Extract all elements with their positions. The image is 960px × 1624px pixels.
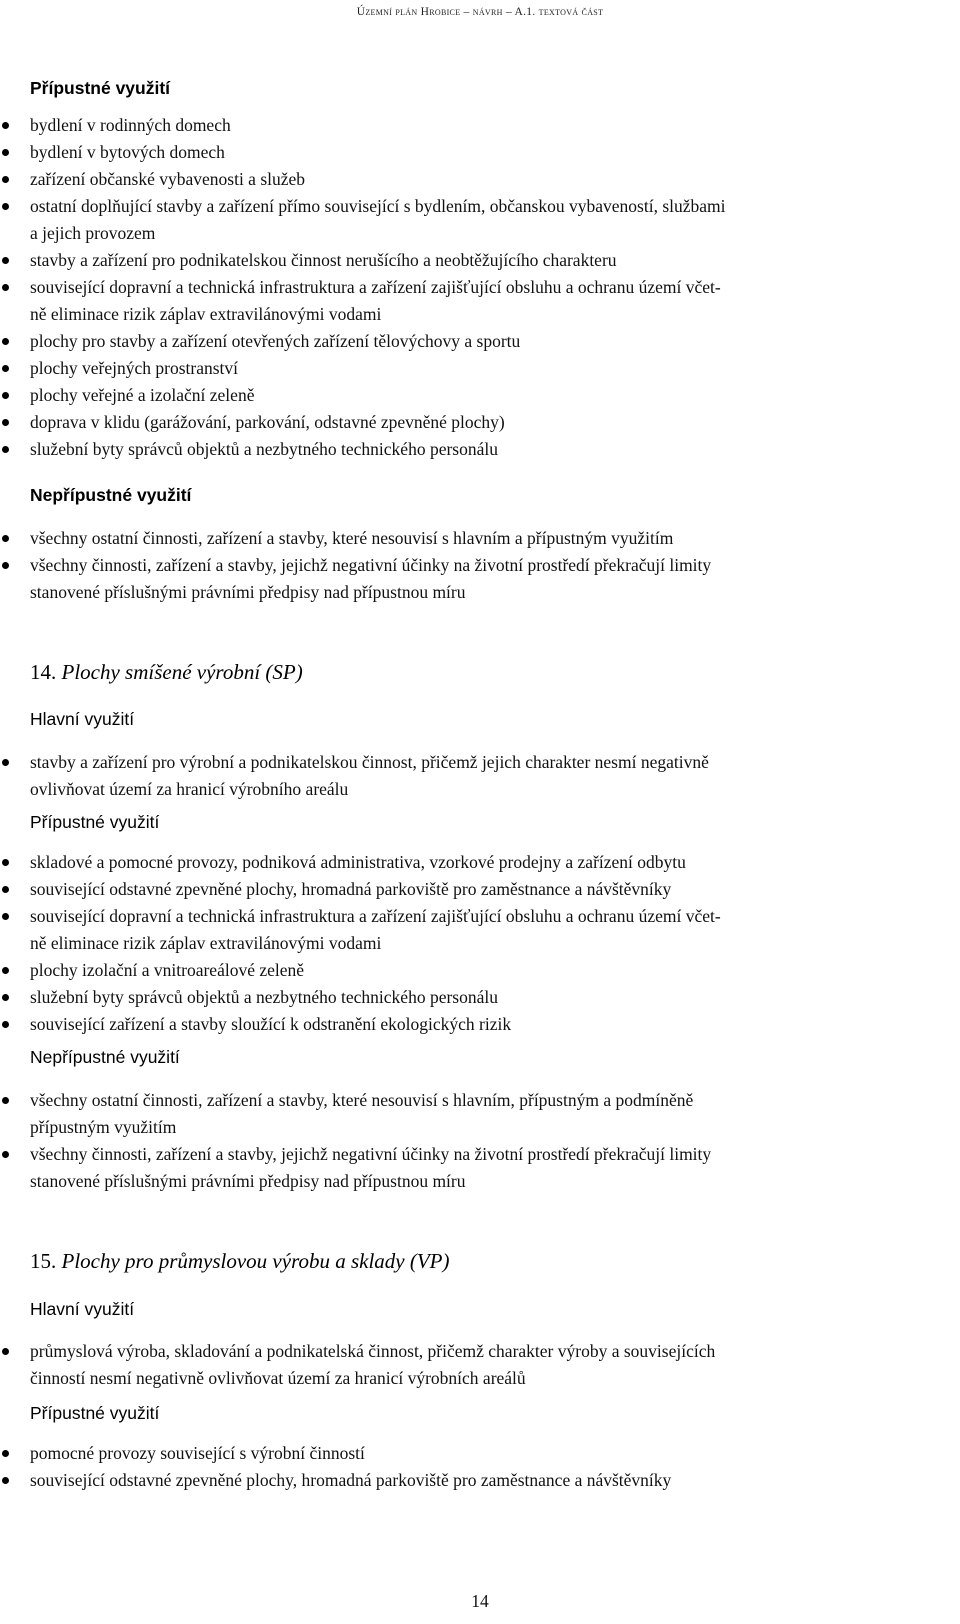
s14-main-use-list xyxy=(0,749,960,803)
list-item-text: služební byty správců objektů a nezbytného technického personálu xyxy=(30,987,498,1007)
list-item-text: všechny ostatní činnosti, zařízení a stavby, které nesouvisí s hlavním, přípustným a podmíněně xyxy=(30,1090,694,1110)
bullet-icon xyxy=(2,859,9,866)
list-item-text: související odstavné zpevněné plochy, hromadná parkoviště pro zaměstnance a návštěvníky xyxy=(30,879,672,899)
bullet-icon xyxy=(2,203,9,210)
list-item-text: doprava v klidu (garážování, parkování, odstavné zpevněné plochy) xyxy=(30,412,505,432)
s15-allowed-use-list xyxy=(0,1440,960,1494)
bullet-icon xyxy=(2,1097,9,1104)
list-item xyxy=(0,1440,928,1467)
bullet-icon xyxy=(2,176,9,183)
list-item xyxy=(0,749,928,803)
running-header: Územní plán Hrobice – návrh – A.1. textová část xyxy=(356,6,604,18)
list-item-text: související zařízení a stavby sloužící k odstranění ekologických rizik xyxy=(30,1014,512,1034)
list-item-text: pomocné provozy související s výrobní činností xyxy=(30,1443,365,1463)
list-item-text: skladové a pomocné provozy, podniková administrativa, vzorkové prodejny a zařízení odbytu xyxy=(30,852,686,872)
list-item-text: bydlení v bytových domech xyxy=(30,142,225,162)
bullet-icon xyxy=(2,446,9,453)
list-item xyxy=(0,409,928,436)
list-item xyxy=(0,247,928,274)
list-item-text: služební byty správců objektů a nezbytného technického personálu xyxy=(30,439,498,459)
section-14-title xyxy=(30,660,303,685)
list-item-text: stavby a zařízení pro podnikatelskou činnost nerušícího a neobtěžujícího charakteru xyxy=(30,250,617,270)
forbidden-use-list xyxy=(0,525,960,606)
bullet-icon xyxy=(2,1348,9,1355)
list-item xyxy=(0,903,928,957)
s15-heading-allowed-use: Přípustné využití xyxy=(30,1403,160,1423)
list-item-text: stanovené příslušnými právními předpisy nad přípustnou míru xyxy=(30,582,466,602)
list-item xyxy=(0,139,928,166)
bullet-icon xyxy=(2,759,9,766)
list-item xyxy=(0,849,928,876)
section-15-number: 15. xyxy=(30,1249,57,1273)
list-item-text: všechny ostatní činnosti, zařízení a stavby, které nesouvisí s hlavním a přípustným využitím xyxy=(30,528,674,548)
list-item xyxy=(0,355,928,382)
s14-heading-main-use: Hlavní využití xyxy=(30,709,135,729)
list-item-text: zařízení občanské vybavenosti a služeb xyxy=(30,169,306,189)
bullet-icon xyxy=(2,338,9,345)
section-14-number: 14. xyxy=(30,660,57,684)
bullet-icon xyxy=(2,1477,9,1484)
list-item xyxy=(0,552,928,606)
s15-heading-main-use: Hlavní využití xyxy=(30,1299,135,1319)
list-item xyxy=(0,957,928,984)
list-item-text: stavby a zařízení pro výrobní a podnikatelskou činnost, přičemž jejich charakter nesmí negativně xyxy=(30,752,709,772)
list-item-text: ně eliminace rizik záplav extravilánovými vodami xyxy=(30,933,382,953)
list-item xyxy=(0,274,928,328)
list-item xyxy=(0,984,928,1011)
s14-heading-forbidden-use: Nepřípustné využití xyxy=(30,1047,180,1067)
section-15-name: Plochy pro průmyslovou výrobu a sklady (VP) xyxy=(61,1249,450,1273)
list-item-text: ovlivňovat území za hranicí výrobního areálu xyxy=(30,779,349,799)
list-item xyxy=(0,525,928,552)
list-item-text: plochy pro stavby a zařízení otevřených zařízení tělovýchovy a sportu xyxy=(30,331,521,351)
bullet-icon xyxy=(2,886,9,893)
list-item xyxy=(0,166,928,193)
bullet-icon xyxy=(2,149,9,156)
section-14-name: Plochy smíšené výrobní (SP) xyxy=(61,660,303,684)
list-item-text: související dopravní a technická infrastruktura a zařízení zajišťující obsluhu a ochranu území včet- xyxy=(30,906,721,926)
list-item-text: plochy veřejné a izolační zeleně xyxy=(30,385,255,405)
list-item-text: všechny činnosti, zařízení a stavby, jejichž negativní účinky na životní prostředí překračují limity xyxy=(30,555,712,575)
list-item-text: činností nesmí negativně ovlivňovat území za hranicí výrobních areálů xyxy=(30,1368,526,1388)
list-item xyxy=(0,328,928,355)
bullet-icon xyxy=(2,365,9,372)
heading-allowed-use: Přípustné využití xyxy=(30,78,171,98)
list-item-text: průmyslová výroba, skladování a podnikatelská činnost, přičemž charakter výroby a souvisejících xyxy=(30,1341,716,1361)
list-item xyxy=(0,193,928,247)
list-item-text: ostatní doplňující stavby a zařízení přímo související s bydlením, občanskou vybaveností, službami xyxy=(30,196,726,216)
bullet-icon xyxy=(2,913,9,920)
list-item xyxy=(0,436,928,463)
s14-forbidden-use-list xyxy=(0,1087,960,1195)
s15-main-use-list xyxy=(0,1338,960,1392)
bullet-icon xyxy=(2,1021,9,1028)
bullet-icon xyxy=(2,257,9,264)
list-item-text: a jejich provozem xyxy=(30,223,156,243)
list-item-text: bydlení v rodinných domech xyxy=(30,115,231,135)
bullet-icon xyxy=(2,1450,9,1457)
list-item-text: související odstavné zpevněné plochy, hromadná parkoviště pro zaměstnance a návštěvníky xyxy=(30,1470,672,1490)
bullet-icon xyxy=(2,535,9,542)
allowed-use-list xyxy=(0,112,960,463)
list-item xyxy=(0,1141,928,1195)
list-item xyxy=(0,1338,928,1392)
page-number: 14 xyxy=(471,1591,489,1611)
list-item-text: související dopravní a technická infrastruktura a zařízení zajišťující obsluhu a ochranu území včet- xyxy=(30,277,721,297)
list-item-text: přípustným využitím xyxy=(30,1117,177,1137)
heading-forbidden-use: Nepřípustné využití xyxy=(30,485,192,505)
list-item-text: ně eliminace rizik záplav extravilánovými vodami xyxy=(30,304,382,324)
bullet-icon xyxy=(2,419,9,426)
bullet-icon xyxy=(2,967,9,974)
list-item xyxy=(0,1087,928,1141)
list-item-text: stanovené příslušnými právními předpisy nad přípustnou míru xyxy=(30,1171,466,1191)
list-item xyxy=(0,382,928,409)
s14-allowed-use-list xyxy=(0,849,960,1038)
list-item xyxy=(0,112,928,139)
bullet-icon xyxy=(2,284,9,291)
list-item-text: všechny činnosti, zařízení a stavby, jejichž negativní účinky na životní prostředí překračují limity xyxy=(30,1144,712,1164)
list-item xyxy=(0,876,928,903)
bullet-icon xyxy=(2,562,9,569)
section-15-title xyxy=(30,1249,450,1274)
bullet-icon xyxy=(2,122,9,129)
list-item-text: plochy veřejných prostranství xyxy=(30,358,239,378)
bullet-icon xyxy=(2,994,9,1001)
bullet-icon xyxy=(2,1151,9,1158)
bullet-icon xyxy=(2,392,9,399)
list-item-text: plochy izolační a vnitroareálové zeleně xyxy=(30,960,305,980)
list-item xyxy=(0,1467,928,1494)
s14-heading-allowed-use: Přípustné využití xyxy=(30,812,160,832)
list-item xyxy=(0,1011,928,1038)
